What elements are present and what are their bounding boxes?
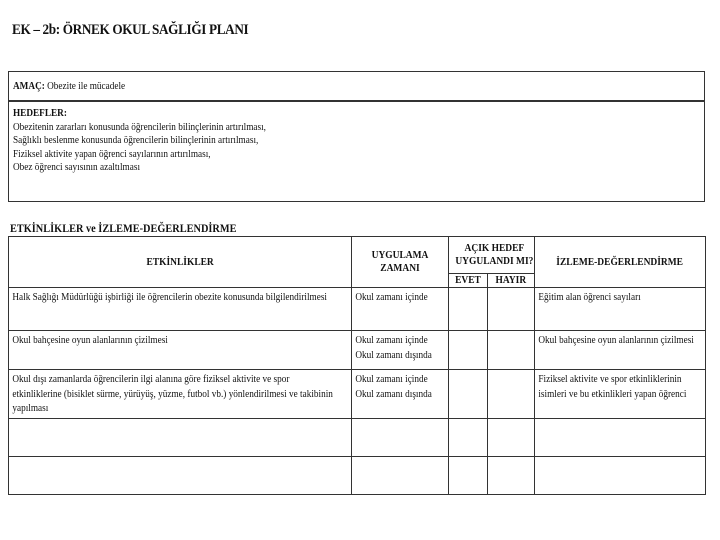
activity-cell-line: Okul bahçesine oyun alanlarının çizilmesi (12, 334, 168, 346)
evaluation-cell-line: isimleri ve bu etkinlikleri yapan öğrenci (538, 387, 687, 400)
timing-cell-line: Okul zamanı içinde (355, 334, 428, 346)
yes-checkbox-cell (449, 370, 488, 419)
evaluation-cell (535, 370, 706, 419)
timing-cell (352, 331, 449, 370)
evaluation-cell-line: Eğitim alan öğrenci sayıları (538, 291, 641, 303)
activity-cell-line: etkinliklerine (bisiklet sürme, yürüyüş, yüzme, futbol vb.) yönlendirilmesi ve takibinin (12, 387, 333, 400)
yes-checkbox-cell (449, 456, 488, 494)
aim-value: Obezite ile mücadele (47, 80, 126, 92)
aim-label: AMAÇ: (13, 80, 45, 92)
goal-item: Obez öğrenci sayısının azaltılması (13, 161, 141, 173)
timing-cell (352, 288, 449, 331)
header-timing: UYGULAMA ZAMANI (352, 237, 449, 288)
table-row (9, 456, 706, 494)
timing-cell-line: Okul zamanı dışında (355, 387, 432, 400)
activity-cell-line: yapılması (12, 402, 49, 414)
timing-cell-line: Okul zamanı içinde (355, 373, 428, 385)
no-checkbox-cell (488, 456, 535, 494)
no-checkbox-cell (488, 418, 535, 456)
table-row (9, 418, 706, 456)
activity-cell-line: Okul dışı zamanlarda öğrencilerin ilgi alanına göre fiziksel aktivite ve spor (12, 373, 290, 385)
evaluation-cell-line: Okul bahçesine oyun alanlarının çizilmesi (538, 334, 694, 346)
yes-checkbox-cell (449, 331, 488, 370)
goal-item: Sağlıklı beslenme konusunda öğrencilerin bilinçlerinin artırılması, (13, 134, 259, 146)
table-row (9, 288, 706, 331)
table-row (9, 331, 706, 370)
activity-cell (9, 418, 352, 456)
header-evaluation: İZLEME-DEĞERLENDİRME (535, 237, 706, 288)
timing-cell-line: Okul zamanı dışında (355, 348, 432, 361)
goals-box (8, 101, 705, 202)
timing-cell (352, 418, 449, 456)
timing-cell (352, 456, 449, 494)
header-goal-achieved: AÇIK HEDEF UYGULANDI MI? (449, 237, 535, 274)
goal-item: Obezitenin zararları konusunda öğrencilerin bilinçlerinin artırılması, (13, 120, 266, 133)
header-no: HAYIR (488, 274, 535, 288)
header-activities: ETKİNLİKLER (9, 237, 352, 288)
timing-cell (352, 370, 449, 419)
no-checkbox-cell (488, 331, 535, 370)
evaluation-cell (535, 418, 706, 456)
goal-item: Fiziksel aktivite yapan öğrenci sayılarının artırılması, (13, 147, 211, 160)
activities-table (8, 236, 706, 495)
yes-checkbox-cell (449, 418, 488, 456)
evaluation-cell (535, 456, 706, 494)
activity-cell (9, 456, 352, 494)
header-yes: EVET (449, 274, 488, 288)
no-checkbox-cell (488, 288, 535, 331)
section-title: ETKİNLİKLER ve İZLEME-DEĞERLENDİRME (10, 221, 237, 235)
timing-cell-line: Okul zamanı içinde (355, 291, 428, 303)
evaluation-cell (535, 331, 706, 370)
activity-cell-line: Halk Sağlığı Müdürlüğü işbirliği ile öğrencilerin obezite konusunda bilgilendirilmesi (12, 291, 327, 303)
goals-label: HEDEFLER: (13, 107, 67, 119)
activity-cell (9, 331, 352, 370)
evaluation-cell (535, 288, 706, 331)
page-title: EK – 2b: ÖRNEK OKUL SAĞLIĞI PLANI (12, 22, 249, 38)
activity-cell (9, 288, 352, 331)
evaluation-cell-line: Fiziksel aktivite ve spor etkinliklerinin (538, 373, 682, 385)
yes-checkbox-cell (449, 288, 488, 331)
table-row (9, 370, 706, 419)
no-checkbox-cell (488, 370, 535, 419)
aim-box (8, 71, 705, 101)
activity-cell (9, 370, 352, 419)
